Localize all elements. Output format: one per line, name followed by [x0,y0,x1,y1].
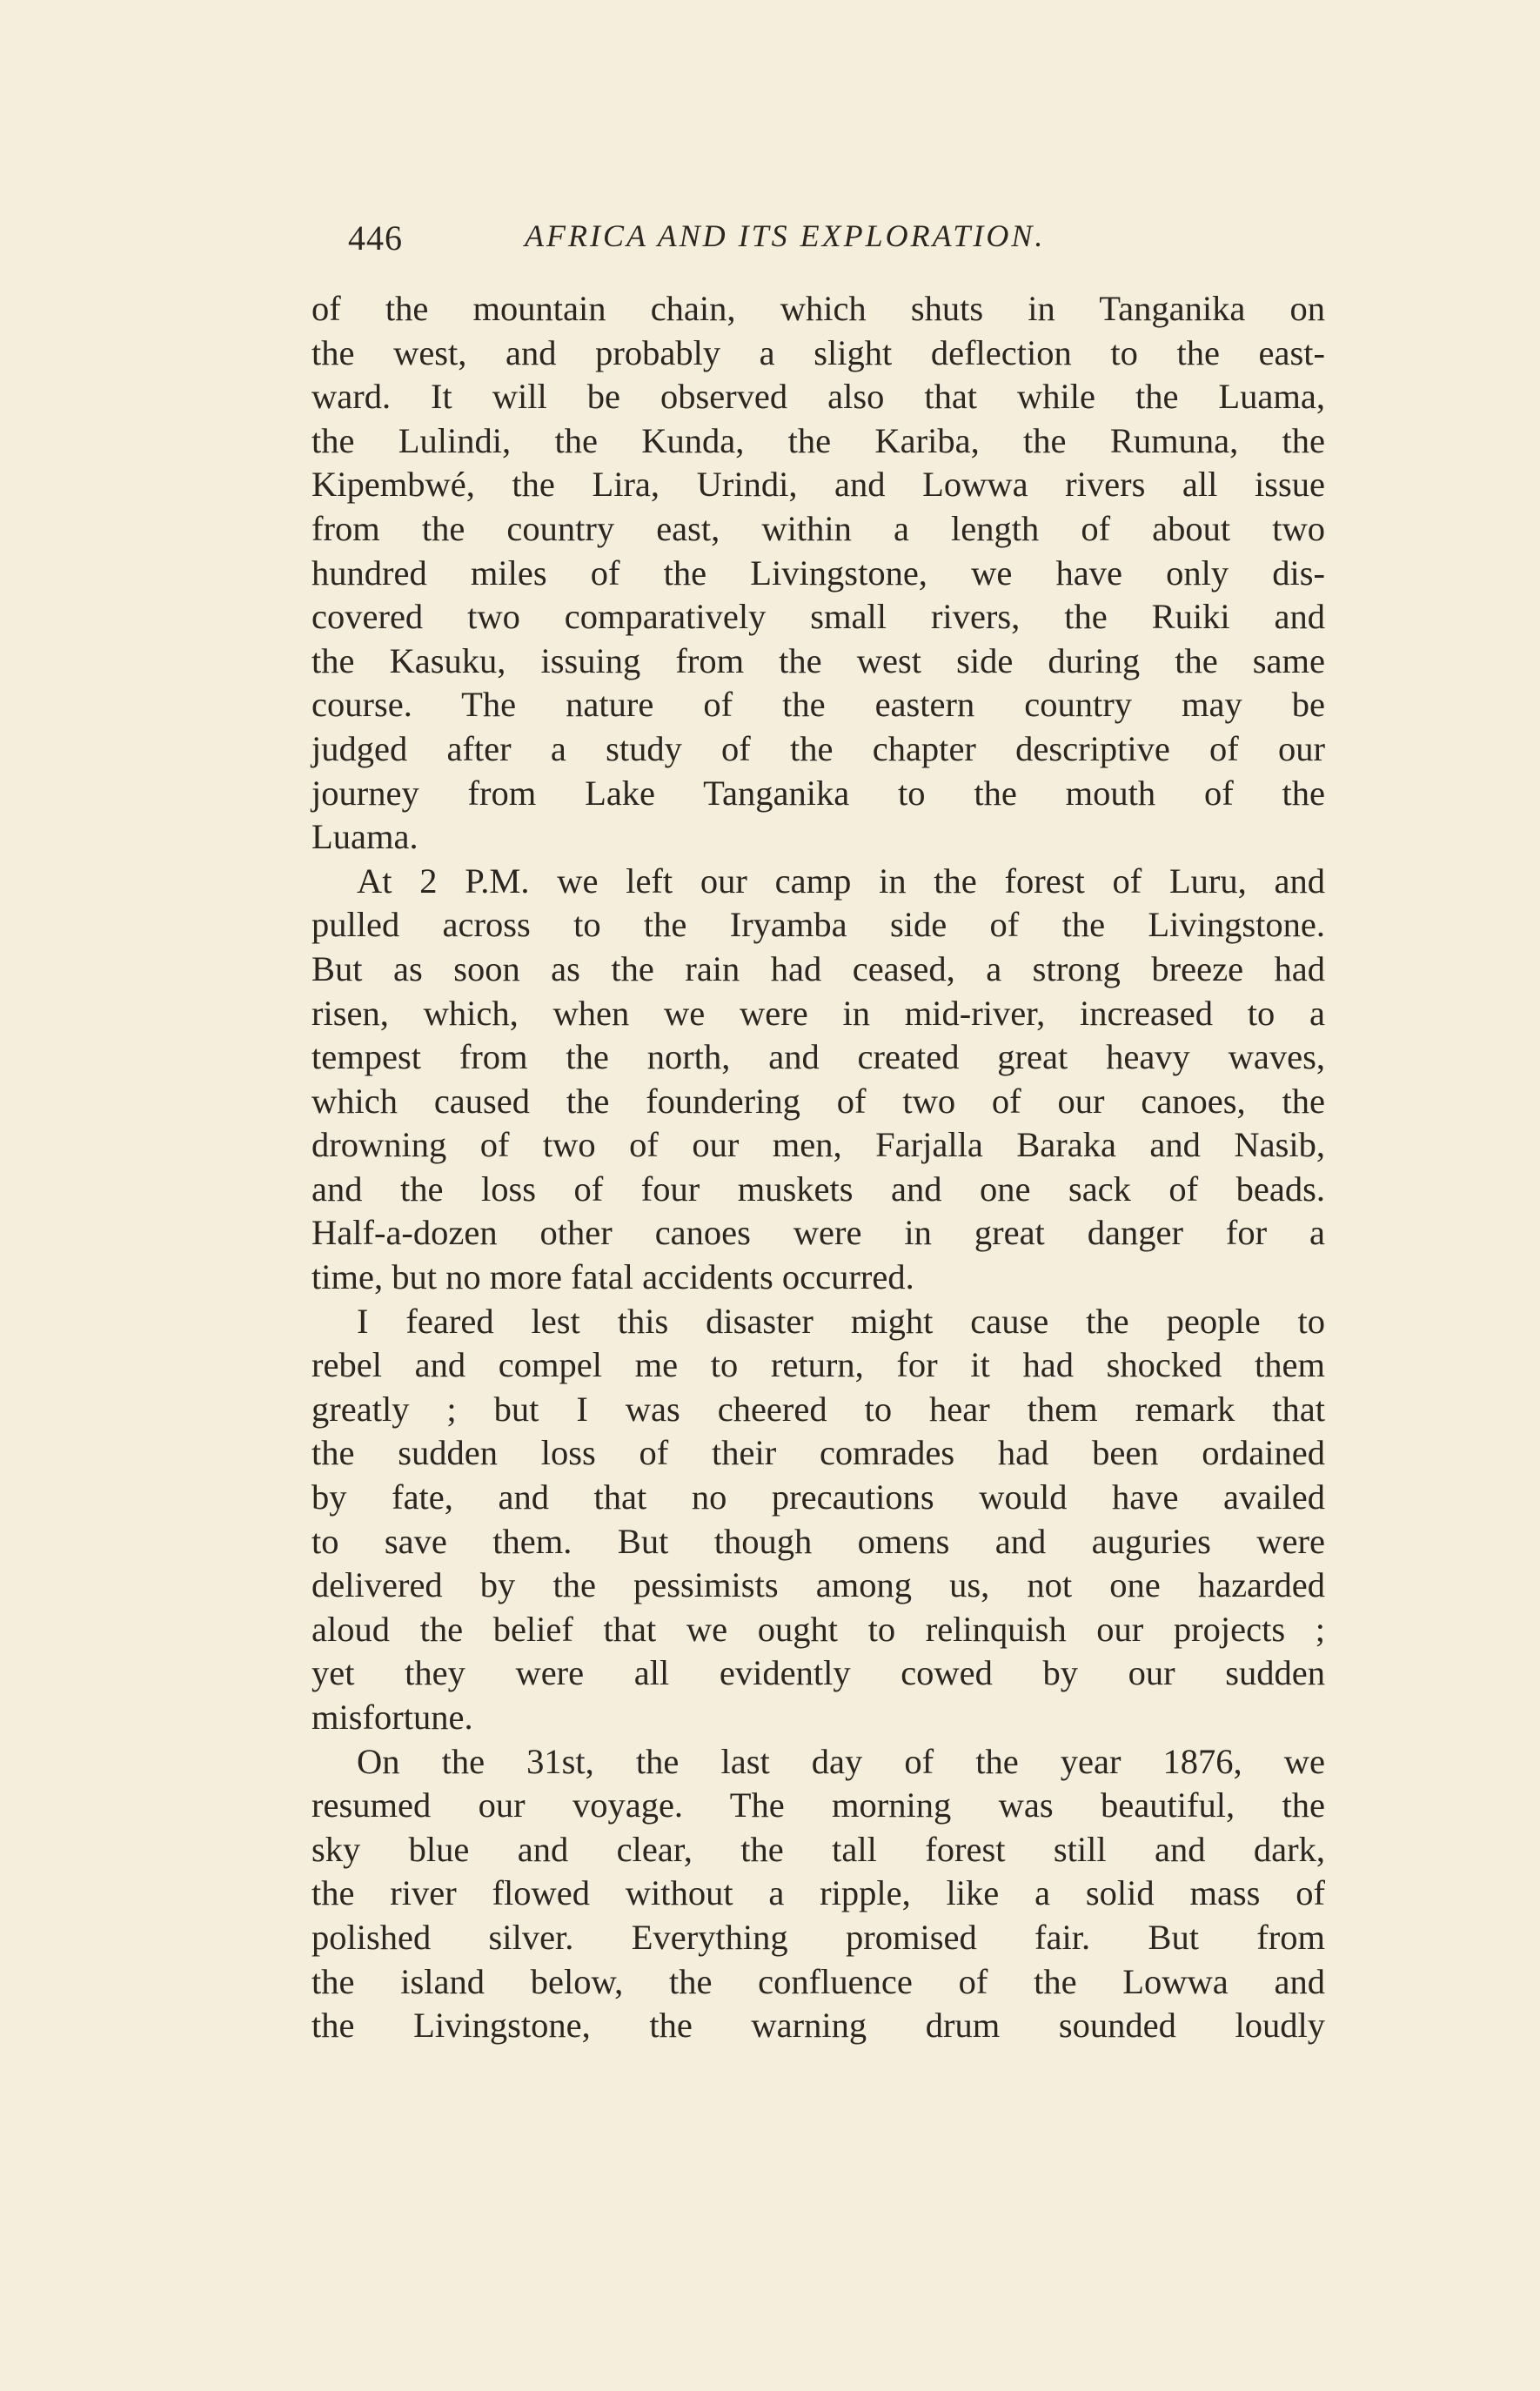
text-line: the Lulindi, the Kunda, the Kariba, the Rumuna, the [311,420,1325,460]
body-text [311,287,1325,2048]
text-line: yet they were all evidently cowed by our sudden [311,1653,1325,1693]
text-line: But as soon as the rain had ceased, a strong breeze had [311,948,1325,988]
text-line: the west, and probably a slight deflection to the east- [311,332,1325,372]
text-line: delivered by the pessimists among us, not one hazarded [311,1565,1325,1605]
text-line: Kipembwé, the Lira, Urindi, and Lowwa rivers all issue [311,465,1325,505]
text-line: resumed our voyage. The morning was beautiful, the [311,1785,1325,1825]
text-line: tempest from the north, and created great heavy waves, [311,1037,1325,1077]
text-line: time, but no more fatal accidents occurred. [311,1257,914,1297]
running-head [311,218,1325,270]
text-line: covered two comparatively small rivers, the Ruiki and [311,597,1325,637]
text-line: ward. It will be observed also that while the Luama, [311,377,1325,417]
text-line: At 2 P.M. we left our camp in the forest of Luru, and [357,861,1325,901]
text-line: hundred miles of the Livingstone, we have only dis- [311,553,1325,593]
text-line: journey from Lake Tanganika to the mouth of the [311,773,1325,813]
text-line: polished silver. Everything promised fair. But from [311,1917,1325,1957]
text-line: judged after a study of the chapter descriptive of our [311,728,1325,768]
text-line: greatly ; but I was cheered to hear them remark that [311,1389,1325,1429]
text-line: the Kasuku, issuing from the west side during the same [311,640,1325,680]
text-line: the Livingstone, the warning drum sounded loudly [311,2006,1325,2046]
text-line: from the country east, within a length of about two [311,508,1325,548]
page-number: 446 [348,218,403,258]
text-line: misfortune. [311,1698,473,1737]
text-line: rebel and compel me to return, for it had shocked them [311,1345,1325,1385]
text-line: drowning of two of our men, Farjalla Baraka and Nasib, [311,1125,1325,1165]
text-line: to save them. But though omens and auguries were [311,1521,1325,1561]
text-line: On the 31st, the last day of the year 1876, we [357,1741,1325,1781]
text-line: risen, which, when we were in mid-river, increased to a [311,993,1325,1033]
text-line: the river flowed without a ripple, like a solid mass of [311,1873,1325,1913]
text-line: which caused the foundering of two of our canoes, the [311,1081,1325,1121]
text-line: I feared lest this disaster might cause the people to [357,1301,1325,1341]
text-line: of the mountain chain, which shuts in Tanganika on [311,289,1325,328]
running-title: AFRICA AND ITS EXPLORATION. [525,218,1046,253]
text-line: course. The nature of the eastern country may be [311,685,1325,725]
text-line: and the loss of four muskets and one sack of beads. [311,1169,1325,1209]
text-line: sky blue and clear, the tall forest still and dark, [311,1829,1325,1869]
text-line: by fate, and that no precautions would have availed [311,1477,1325,1517]
text-line: Half-a-dozen other canoes were in great danger for a [311,1213,1325,1253]
text-line: pulled across to the Iryamba side of the Livingstone. [311,905,1325,945]
text-line: aloud the belief that we ought to relinquish our projects ; [311,1609,1325,1649]
text-line: the island below, the confluence of the Lowwa and [311,1961,1325,2001]
text-line: Luama. [311,817,418,857]
text-line: the sudden loss of their comrades had been ordained [311,1433,1325,1473]
